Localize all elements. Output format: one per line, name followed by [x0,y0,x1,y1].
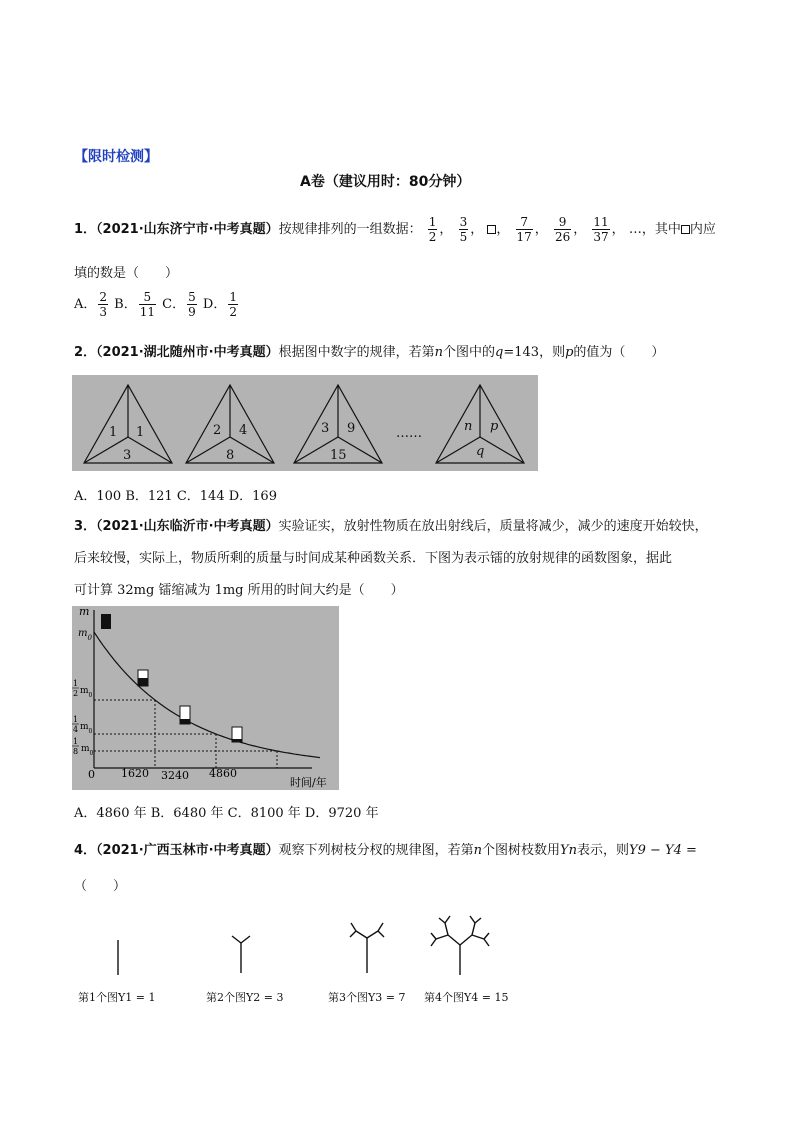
q1-number: 1． [74,222,97,237]
x-axis-label: 时间/年 [290,776,327,789]
q1-seq-3: $\frac{9}{26}$ [554,215,571,244]
tri-dots: …… [396,426,422,441]
question-3-line1: 3．（2021·山东临沂市·中考真题）实验证实，放射性物质在放出射线后，质量将减少，减少的速度开始较快， [74,519,708,534]
svg-text:8: 8 [73,747,79,756]
q3-line3: 可计算 32mg 镭缩减为 1mg 所用的时间大约是（ ） [74,583,404,598]
q3-options: A．4860 年 B．6480 年 C．8100 年 D．9720 年 [74,806,379,821]
y-axis-label: m [79,606,90,618]
q1-text: 按规律排列的一组数据： [278,222,422,237]
svg-text:1: 1 [73,679,79,688]
tri1-right: 1 [136,425,145,440]
q1-options: A． $\frac{2}{3}$ B． $\frac{5}{11}$ C． $\frac{5}{9}$ D． $\frac{1}{2}$ [74,290,237,319]
container-icon [101,614,111,629]
q1-seq-2: $\frac{7}{17}$ [516,215,532,244]
question-4-line1: 4．（2021·广西玉林市·中考真题）观察下列树枝分杈的规律图，若第n个图树枝数用Yn表示，则Y9 − Y4 = [74,843,697,858]
q1-source: （2021·山东济宁市·中考真题） [96,222,279,237]
tree3-icon [350,923,384,973]
tri1-left: 1 [109,425,118,440]
tree2-caption: 第2个图Y2 = 3 [206,991,284,1004]
q2-options: A．100 B．121 C．144 D．169 [74,489,277,504]
tree4-icon [431,916,489,975]
q4-source: （2021·广西玉林市·中考真题） [96,843,279,858]
q3-source: （2021·山东临沂市·中考真题） [96,519,279,534]
blank-box-icon [487,225,496,234]
x-tick-3240: 3240 [161,769,189,782]
tri3-left: 3 [321,421,330,436]
tree-branch-figure [70,905,530,1015]
q4-line2: （ ） [74,879,127,894]
tri4-left: n [464,419,473,434]
tree3-caption: 第3个图Y3 = 7 [328,991,406,1004]
tri2-bottom: 8 [226,448,235,463]
blank-box-icon [681,225,690,234]
section-title: A卷（建议用时：80分钟） [300,174,471,190]
q2-source: （2021·湖北随州市·中考真题） [96,345,279,360]
question-1-line1: 1．（2021·山东济宁市·中考真题）按规律排列的一组数据： $\frac{1}{2}$ ， $\frac{3}{5}$ ， ， $\frac{7}{17}$ ， $\frac{9}{26}$ ， $\frac{11}{37}$ ， …，其中 内应 [74,215,716,244]
triangle-pattern-figure [72,375,538,471]
q1-seq-1: $\frac{3}{5}$ [459,215,468,244]
q1-line2: 填的数是（ ） [74,266,179,281]
tree4-caption: 第4个图Y4 = 15 [424,991,509,1004]
section-header: 【限时检测】 [74,149,158,165]
svg-text:4: 4 [73,725,79,734]
container-icon [180,706,190,724]
question-2-line1: 2．（2021·湖北随州市·中考真题）根据图中数字的规律，若第n个图中的q=143，则p的值为（ ） [74,345,665,360]
tri3-bottom: 15 [330,448,347,463]
tree1-caption: 第1个图Y1 = 1 [78,991,156,1004]
svg-text:m0: $m_0$ [80,686,93,699]
q1-seq-0: $\frac{1}{2}$ [428,215,437,244]
y-tick-m0: $m_0$ [78,628,92,642]
svg-text:2: 2 [73,689,79,698]
x-tick-4860: 4860 [209,767,237,780]
decay-chart [72,606,339,790]
tri2-left: 2 [213,423,222,438]
x-tick-0: 0 [88,768,95,781]
svg-text:1: 1 [73,715,79,724]
svg-text:m0: $m_0$ [80,722,93,735]
tri4-right: p [490,419,499,434]
container-icon [138,670,148,686]
q1-ellipsis: … [628,222,642,237]
tri1-bottom: 3 [123,448,132,463]
tri3-right: 9 [347,421,356,436]
x-tick-1620: 1620 [121,767,149,780]
q3-line2: 后来较慢，实际上，物质所剩的质量与时间成某种函数关系．下图为表示镭的放射规律的函数图象，据此 [74,551,673,566]
tree2-icon [232,936,250,973]
q1-seq-4: $\frac{11}{37}$ [593,215,609,244]
svg-text:1: 1 [73,737,79,746]
tri2-right: 4 [239,423,248,438]
container-icon [232,727,242,742]
svg-text:m0: $m_0$ [81,744,94,757]
tri4-bottom: q [476,444,485,459]
